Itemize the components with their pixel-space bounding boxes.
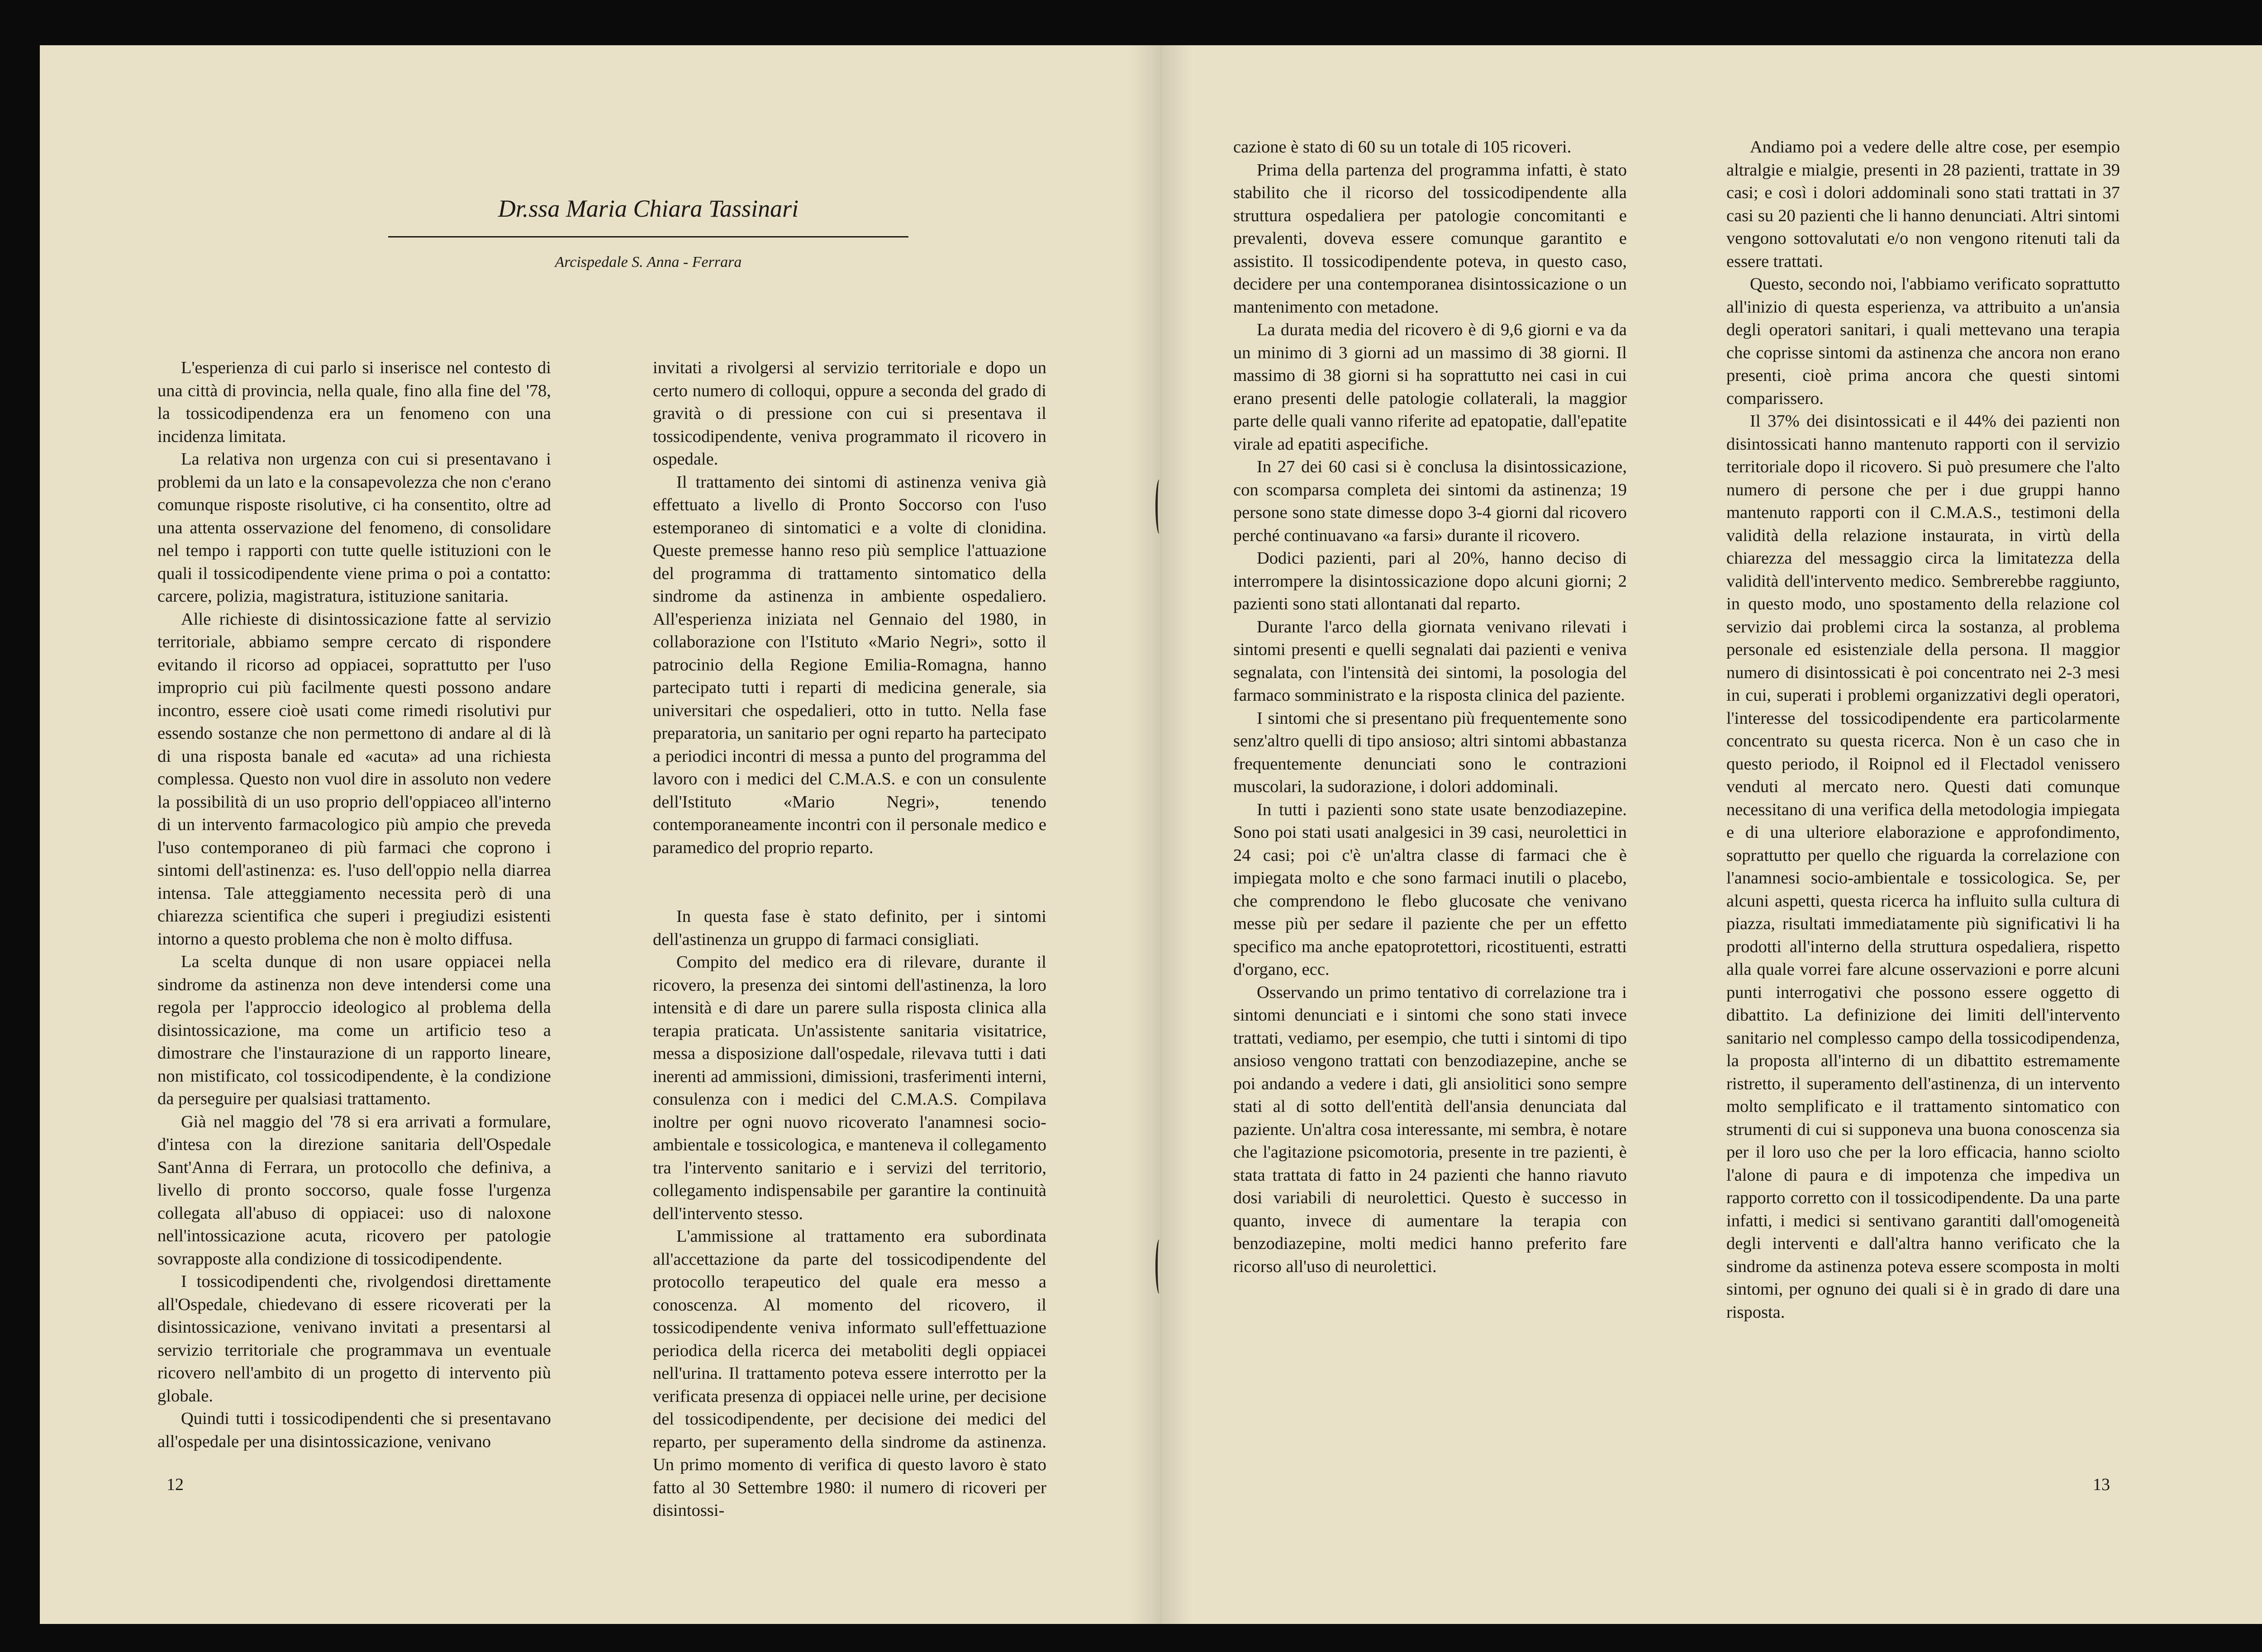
article-header: [388, 195, 908, 271]
left-page: [40, 45, 1161, 1624]
left-column-1: [157, 356, 551, 1453]
paragraph: Andiamo poi a vedere delle altre cose, per esempio altralgie e mialgie, presenti in 28 pazienti, trattate in 39 casi; e così i dolori addominali sono stati trattati in 37 casi su 20 pazienti che li hanno denunciati. Altri sintomi vengono sottovalutati e/o non vengono ritenuti tali da essere trattati.: [1726, 138, 2120, 271]
right-column-2: [1726, 136, 2120, 1324]
right-column-1: [1233, 136, 1627, 1278]
page-number-left: 12: [166, 1475, 184, 1494]
paragraph: Prima della partenza del programma infatti, è stato stabilito che il ricorso del tossicodipendente alla struttura ospedaliera per patologie concomitanti e prevalenti, doveva essere comunque garantito e assistito. Il tossicodipendente poteva, in questo caso, decidere per una contemporanea disintossicazione o un mantenimento con metadone.: [1233, 160, 1627, 317]
paragraph: Durante l'arco della giornata venivano rilevati i sintomi presenti e quelli segnalati dai pazienti e veniva segnalata, con l'intensità dei sintomi, la posologia del farmaco somministrato e la risposta clinica del paziente.: [1233, 617, 1627, 705]
paragraph: Quindi tutti i tossicodipendenti che si presentavano all'ospedale per una disintossicazione, venivano: [157, 1409, 551, 1451]
affiliation: Arcispedale S. Anna - Ferrara: [555, 254, 742, 271]
paragraph: cazione è stato di 60 su un totale di 105 ricoveri.: [1233, 138, 1572, 157]
paragraph: I sintomi che si presentano più frequentemente sono senz'altro quelli di tipo ansioso; altri sintomi abbastanza frequentemente denunciati sono le contrazioni muscolari, la sudorazione, i dolori addominali.: [1233, 708, 1627, 796]
paragraph: La durata media del ricovero è di 9,6 giorni e va da un minimo di 3 giorni ad un massimo di 38 giorni. Il massimo di 38 giorni si ha soprattutto nei casi in cui erano presenti delle patologie collaterali, la maggior parte delle quali vanno riferite ad epatopatie, dall'epatite virale ad epatiti aspecifiche.: [1233, 320, 1627, 454]
paragraph: Già nel maggio del '78 si era arrivati a formulare, d'intesa con la direzione sanitaria dell'Ospedale Sant'Anna di Ferrara, un protocollo che definiva, a livello di pronto soccorso, quale fosse l'urgenza collegata all'abuso di oppiacei: uso di naloxone nell'intossicazione acuta, ricovero per patologie sovrapposte alla condizione di tossicodipendente.: [157, 1112, 551, 1268]
paragraph: L'esperienza di cui parlo si inserisce nel contesto di una città di provincia, nella quale, fino alla fine del '78, la tossicodipendenza era un fenomeno con una incidenza limitata.: [157, 358, 551, 446]
paragraph: Osservando un primo tentativo di correlazione tra i sintomi denunciati e i sintomi che sono stati invece trattati, vediamo, per esempio, che tutti i sintomi di tipo ansioso vengono trattati con benzodiazepine, anche se poi andando a vedere i dati, gli ansiolitici sono sempre stati al di sotto dell'entità dell'ansia denunciata dal paziente. Un'altra cosa interessante, mi sembra, è notare che l'agitazione psicomotoria, presente in tre pazienti, è stata trattata di fatto in 24 pazienti che hanno riavuto dosi variabili di neurolettici. Questo è successo in quanto, invece di aumentare la terapia con benzodiazepine, molti medici hanno preferito fare ricorso all'uso di neurolettici.: [1233, 983, 1627, 1276]
paragraph: In 27 dei 60 casi si è conclusa la disintossicazione, con scomparsa completa dei sintomi da astinenza; 19 persone sono state dimesse dopo 3-4 giorni dal ricovero perché continuavano «a farsi» durante il ricovero.: [1233, 457, 1627, 545]
staple-top: [1155, 479, 1163, 534]
paragraph: Il trattamento dei sintomi di astinenza veniva già effettuato a livello di Pronto Soccorso con l'uso estemporaneo di sintomatici e a volte di clonidina. Queste premesse hanno reso più semplice l'attuazione del programma di trattamento sintomatico della sindrome da astinenza in ambiente ospedaliero. All'esperienza iniziata nel Gennaio del 1980, in collaborazione con l'Istituto «Mario Negri», sotto il patrocinio della Regione Emilia-Romagna, hanno partecipato tutti i reparti di medicina generale, sia universitari che ospedalieri, otto in tutto. Nella fase preparatoria, un sanitario per ogni reparto ha partecipato a periodici incontri di messa a punto del programma del lavoro con i medici del C.M.A.S. e con un consulente dell'Istituto «Mario Negri», tenendo contemporaneamente incontri con il personale medico e paramedico del proprio reparto.: [653, 472, 1046, 857]
paragraph: Compito del medico era di rilevare, durante il ricovero, la presenza dei sintomi dell'astinenza, la loro intensità e di dare un parere sulla risposta clinica alla terapia praticata. Un'assistente sanitaria visitatrice, messa a disposizione dall'ospedale, rilevava tutti i dati inerenti ad ammissioni, dimissioni, trasferimenti interni, consulenza con i medici del C.M.A.S. Compilava inoltre per ogni nuovo ricoverato l'anamnesi socio-ambientale e tossicologica, e manteneva il collegamento tra l'intervento sanitario e i servizi del territorio, collegamento indispensabile per garantire la continuità dell'intervento stesso.: [653, 953, 1046, 1223]
right-page: [1161, 45, 2262, 1624]
page-number-right: 13: [2093, 1475, 2110, 1494]
paragraph: Alle richieste di disintossicazione fatte al servizio territoriale, abbiamo sempre cercato di rispondere evitando il ricorso ad oppiacei, soprattutto per l'uso improprio cui più facilmente questi possono andare incontro, essere cioè usati come rimedi risolutivi pur essendo sostanze che non permettono di andare al di là di una risposta banale ed «acuta» ad una richiesta complessa. Questo non vuol dire in assoluto non vedere la possibilità di un uso proprio dell'oppiaceo all'interno di un intervento farmacologico più ampio che preveda l'uso contemporaneo di più farmaci che coprono i sintomi dell'astinenza: es. l'uso dell'oppio nella diarrea intensa. Tale atteggiamento necessita però di una chiarezza scientifica che superi i pregiudizi esistenti intorno a questo problema che non è molto diffusa.: [157, 609, 551, 949]
paragraph: Il 37% dei disintossicati e il 44% dei pazienti non disintossicati hanno mantenuto rapporti con il servizio territoriale dopo il ricovero. Si può presumere che l'alto numero di persone che per i due gruppi hanno mantenuto rapporti con il C.M.A.S., testimoni della validità della relazione instaurata, in virtù della chiarezza del messaggio circa la limitatezza della validità dell'intervento medico. Sembrerebbe raggiunto, in questo modo, uno spostamento della relazione col servizio dai problemi circa la sostanza, al problema personale ed esistenziale della persona. Il maggior numero di disintossicati è poi concentrato nei 2-3 mesi in cui, superati i problemi organizzativi degli operatori, l'interesse del tossicodipendente era particolarmente concentrato su questa ricerca. Non è un caso che in questo periodo, il Roipnol ed il Flectadol venissero venduti al mercato nero. Questi dati comunque necessitano di una verifica della metodologia impiegata e di una ulteriore elaborazione e approfondimento, soprattutto per quello che riguarda la correlazione con l'anamnesi socio-ambientale e tossicologica. Se, per alcuni aspetti, questa ricerca ha influito sulla cultura di piazza, risultati immediatamente più significativi li ha prodotti all'interno della struttura ospedaliera, rispetto alla quale vorrei fare alcune osservazioni e porre alcuni punti interrogativi che possono essere oggetto di dibattito. La definizione dei limiti dell'intervento sanitario nel complesso campo della tossicodipendenza, la proposta all'interno di un dibattito estremamente ristretto, il superamento dell'astinenza, di un intervento molto semplificato e il trattamento sintomatico con strumenti di cui si supponeva una buona conoscenza sia per il loro uso che per la loro efficacia, hanno sciolto l'alone di paura e di impotenza che impediva un rapporto corretto con il tossicodipendente. Da una parte infatti, i medici si sentivano garantiti dall'omogeneità degli interventi e dall'altra hanno verificato che la sindrome da astinenza poteva essere scomposta in molti sintomi, per ognuno dei quali si è in grado di dare una risposta.: [1726, 412, 2120, 1322]
left-column-2: [653, 356, 1046, 1522]
paragraph: In questa fase è stato definito, per i sintomi dell'astinenza un gruppo di farmaci consigliati.: [653, 907, 1046, 949]
paragraph: L'ammissione al trattamento era subordinata all'accettazione da parte del tossicodipendente del protocollo terapeutico del quale era messo a conoscenza. Al momento del ricovero, il tossicodipendente veniva informato sull'effettuazione periodica della ricerca dei metaboliti degli oppiacei nell'urina. Il trattamento poteva essere interrotto per la verificata presenza di oppiacei nelle urine, per decisione del tossicodipendente, per decisione dei medici del reparto, per superamento della sindrome da astinenza. Un primo momento di verifica di questo lavoro è stato fatto al 30 Settembre 1980: il numero di ricoveri per disintossi-: [653, 1227, 1046, 1520]
author-name: Dr.ssa Maria Chiara Tassinari: [498, 195, 799, 222]
paragraph: In tutti i pazienti sono state usate benzodiazepine. Sono poi stati usati analgesici in 39 casi, neurolettici in 24 casi; poi c'è un'altra classe di farmaci che è impiegata molto e che sono farmaci inutili o placebo, che comprendono le flebo glucosate che venivano messe più per sedare il paziente che per un effetto specifico ma anche epatoprotettori, ricostituenti, estratti d'organo, ecc.: [1233, 800, 1627, 979]
paragraph: Dodici pazienti, pari al 20%, hanno deciso di interrompere la disintossicazione dopo alcuni giorni; 2 pazienti sono stati allontanati dal reparto.: [1233, 549, 1627, 613]
paragraph: La scelta dunque di non usare oppiacei nella sindrome da astinenza non deve intendersi come una regola per l'approccio ideologico al problema della disintossicazione, ma come un artificio teso a dimostrare che l'instaurazione di un rapporto lineare, non mistificato, col tossicodipendente, è la condizione da perseguire per qualsiasi trattamento.: [157, 952, 551, 1108]
paragraph: invitati a rivolgersi al servizio territoriale e dopo un certo numero di colloqui, oppure a seconda del grado di gravità o di pressione con cui si presentava il tossicodipendente, veniva programmato il ricovero in ospedale.: [653, 358, 1046, 469]
paragraph: Questo, secondo noi, l'abbiamo verificato soprattutto all'inizio di questa esperienza, va attribuito a un'ansia degli operatori sanitari, i quali mettevano una terapia che coprisse sintomi da astinenza che ancora non erano presenti, cioè prima ancora che questi sintomi comparissero.: [1726, 275, 2120, 408]
paragraph: I tossicodipendenti che, rivolgendosi direttamente all'Ospedale, chiedevano di essere ricoverati per la disintossicazione, venivano invitati a presentarsi al servizio territoriale che programmava un eventuale ricovero nell'ambito di un progetto di intervento più globale.: [157, 1272, 551, 1405]
header-rule: [388, 236, 908, 237]
book-spread: [40, 45, 2262, 1624]
paragraph: La relativa non urgenza con cui si presentavano i problemi da un lato e la consapevolezza che non c'erano comunque risposte risolutive, ci ha consentito, oltre ad una attenta osservazione del fenomeno, di consolidare nel tempo i rapporti con tutte quelle istituzioni con le quali il tossicodipendente viene prima o poi a contatto: carcere, polizia, magistratura, istituzione sanitaria.: [157, 450, 551, 606]
staple-bottom: [1155, 1239, 1163, 1294]
